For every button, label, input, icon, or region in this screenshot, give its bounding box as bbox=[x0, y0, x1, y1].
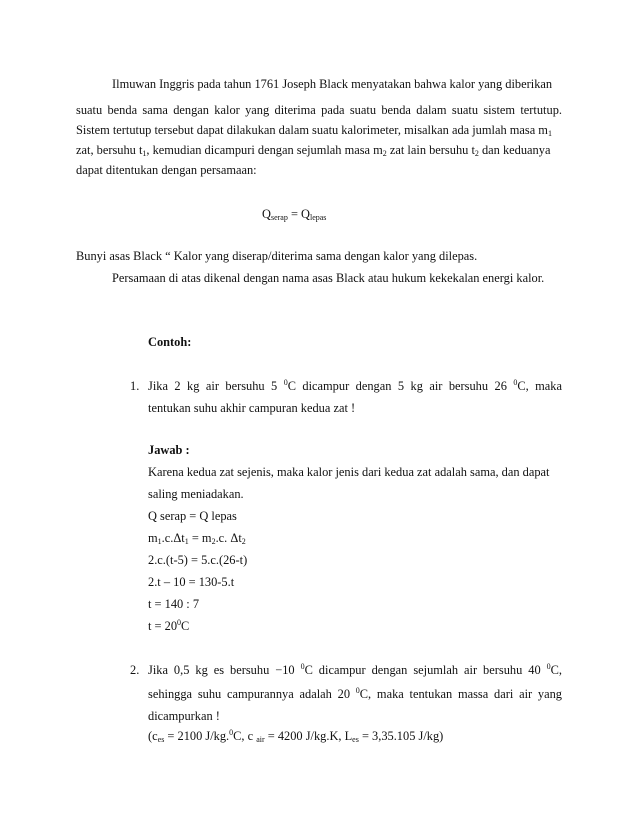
intro-line-5: dapat ditentukan dengan persamaan: bbox=[76, 163, 257, 177]
intro-line-1: Ilmuwan Inggris pada tahun 1761 Joseph Black menyatakan bahwa kalor yang diberikan bbox=[112, 77, 553, 91]
asas-line-1: Bunyi asas Black “ Kalor yang diserap/diterima sama dengan kalor yang dilepas. bbox=[76, 249, 478, 263]
problem-1-line-2: tentukan suhu akhir campuran kedua zat ! bbox=[148, 401, 356, 415]
intro-line-4: zat, bersuhu $t_1$, kemudian dicampuri dengan sejumlah masa $m_2$ zat lain bersuhu $t_2$ dan keduanya bbox=[76, 143, 551, 158]
problem-2-line-2: sehingga suhu campurannya adalah 20 $^0$C, maka tentukan massa dari air yang bbox=[148, 686, 562, 701]
problem-2-line-4: ($c_{es} = 2100$ J/kg.$^0$C, c $_{air}$ = 4200 J/kg.K, $L_{es} = 3,35.105$ J/kg) bbox=[148, 728, 444, 744]
answer-line-7: t = 140 : 7 bbox=[148, 597, 200, 611]
answer-line-4: $m_1.c.\Delta t_1 = m_2.c$. $\Delta t_2$ bbox=[148, 531, 246, 546]
problem-2-line-1: Jika 0,5 kg es bersuhu −10 $^0$C dicampur dengan sejumlah air bersuhu 40 $^0$C, bbox=[148, 662, 562, 677]
answer-heading: Jawab : bbox=[148, 443, 190, 457]
problem-1-line-1: Jika 2 kg air bersuhu 5 $^0$C dicampur dengan 5 kg air bersuhu 26 $^0$C, maka bbox=[148, 378, 562, 393]
answer-line-3: Q serap = Q lepas bbox=[148, 509, 237, 523]
problem-2-number: 2. bbox=[130, 663, 140, 677]
black-equation: $Q_{serap} = Q_{lepas}$ bbox=[262, 207, 327, 222]
problem-2-line-3: dicampurkan ! bbox=[148, 709, 220, 723]
answer-line-2: saling meniadakan. bbox=[148, 487, 244, 501]
answer-line-8: $t = 20^0C$ bbox=[148, 618, 190, 633]
intro-line-2: suatu benda sama dengan kalor yang diterima pada suatu benda dalam suatu sistem tertutup. bbox=[76, 103, 562, 117]
answer-line-5: 2.c.(t-5) = 5.c.(26-t) bbox=[148, 553, 248, 567]
asas-line-2: Persamaan di atas dikenal dengan nama asas Black atau hukum kekekalan energi kalor. bbox=[112, 271, 545, 285]
problem-1-number: 1. bbox=[130, 379, 140, 393]
intro-line-3: Sistem tertutup tersebut dapat dilakukan dalam suatu kalorimeter, misalkan ada jumlah masa $m_1$ bbox=[76, 123, 552, 138]
answer-line-6: 2.t – 10 = 130-5.t bbox=[148, 575, 235, 589]
answer-line-1: Karena kedua zat sejenis, maka kalor jenis dari kedua zat adalah sama, dan dapat bbox=[148, 465, 550, 479]
example-heading: Contoh: bbox=[148, 335, 192, 349]
